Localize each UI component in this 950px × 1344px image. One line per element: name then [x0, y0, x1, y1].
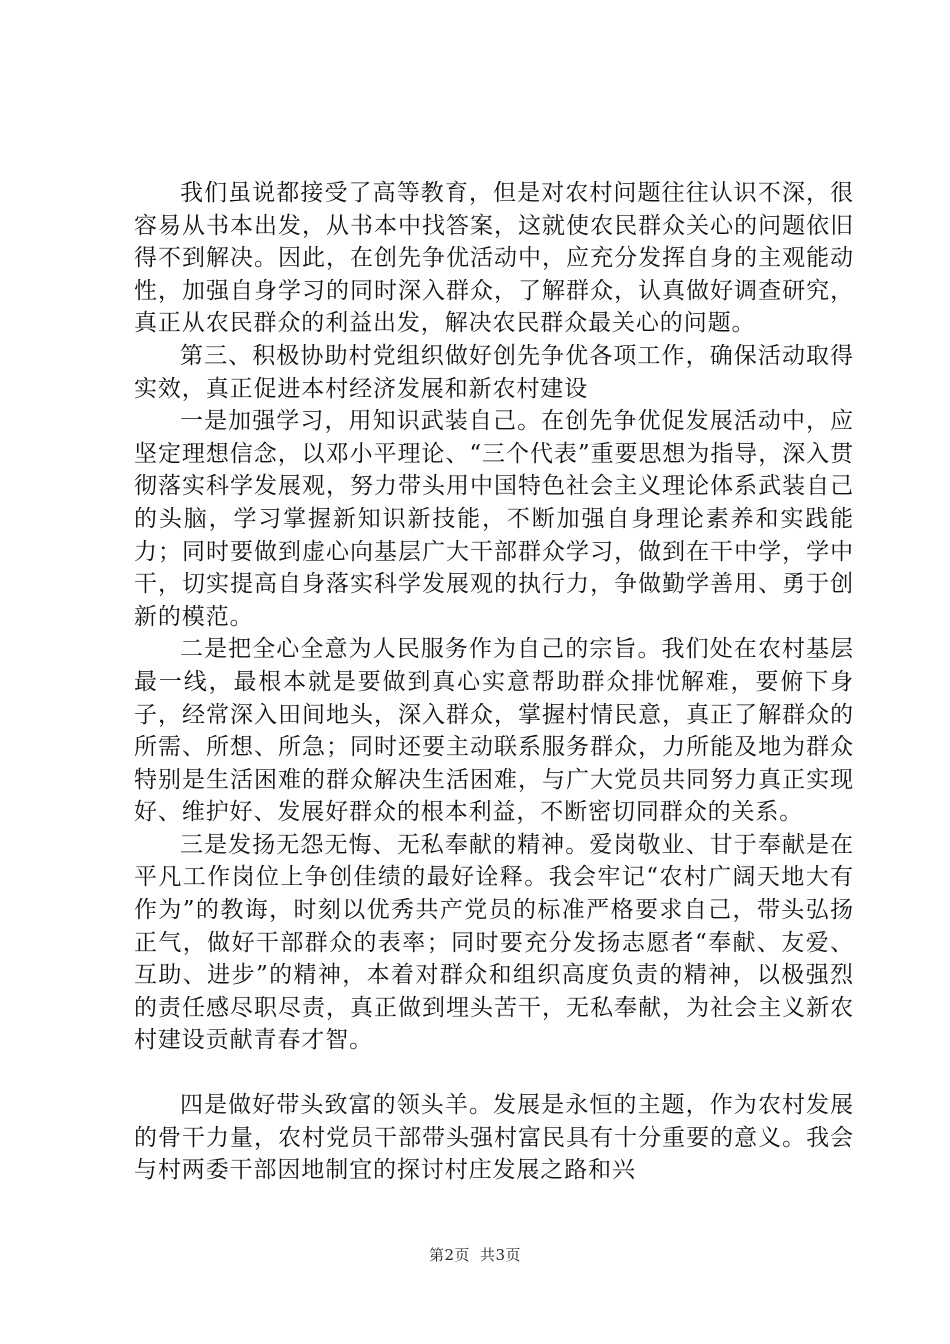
page-footer [0, 1244, 950, 1265]
paragraph-1: 我们虽说都接受了高等教育，但是对农村问题往往认识不深，很容易从书本出发，从书本中找答案，这就使农民群众关心的问题依旧得不到解决。因此，在创先争优活动中，应充分发挥自身的主观能动性，加强自身学习的同时深入群众，了解群众，认真做好调查研究，真正从农民群众的利益出发，解决农民群众最关心的问题。 [134, 180, 854, 337]
paragraph-5: 三是发扬无怨无悔、无私奉献的精神。爱岗敬业、甘于奉献是在平凡工作岗位上争创佳绩的最好诠释。我会牢记“农村广阔天地大有作为”的教诲，时刻以优秀共产党员的标准严格要求自己，带头弘扬正气，做好干部群众的表率；同时要充分发扬志愿者“奉献、友爱、互助、进步”的精神，本着对群众和组织高度负责的精神，以极强烈的责任感尽职尽责，真正做到埋头苦干，无私奉献，为社会主义新农村建设贡献青春才智。 [134, 831, 854, 1054]
paragraph-6: 四是做好带头致富的领头羊。发展是永恒的主题，作为农村发展的骨干力量，农村党员干部带头强村富民具有十分重要的意义。我会与村两委干部因地制宜的探讨村庄发展之路和兴 [134, 1092, 854, 1184]
document-body [134, 177, 854, 1187]
paragraph-3: 一是加强学习，用知识武装自己。在创先争优促发展活动中，应坚定理想信念，以邓小平理论、“三个代表”重要思想为指导，深入贯彻落实科学发展观，努力带头用中国特色社会主义理论体系武装自己的头脑，学习掌握新知识新技能，不断加强自身理论素养和实践能力；同时要做到虚心向基层广大干部群众学习，做到在干中学，学中干，切实提高自身落实科学发展观的执行力，争做勤学善用、勇于创新的模范。 [134, 408, 854, 630]
paragraph-4: 二是把全心全意为人民服务作为自己的宗旨。我们处在农村基层最一线，最根本就是要做到真心实意帮助群众排忧解难，要俯下身子，经常深入田间地头，深入群众，掌握村情民意，真正了解群众的所需、所想、所急；同时还要主动联系服务群众，力所能及地为群众特别是生活困难的群众解决生活困难，与广大党员共同努力真正实现好、维护好、发展好群众的根本利益，不断密切同群众的关系。 [134, 636, 854, 826]
page-number: 第2页 [428, 1246, 470, 1264]
page-total: 共3页 [480, 1246, 522, 1264]
paragraph-2: 第三、积极协助村党组织做好创先争优各项工作，确保活动取得实效，真正促进本村经济发展和新农村建设 [134, 342, 854, 402]
